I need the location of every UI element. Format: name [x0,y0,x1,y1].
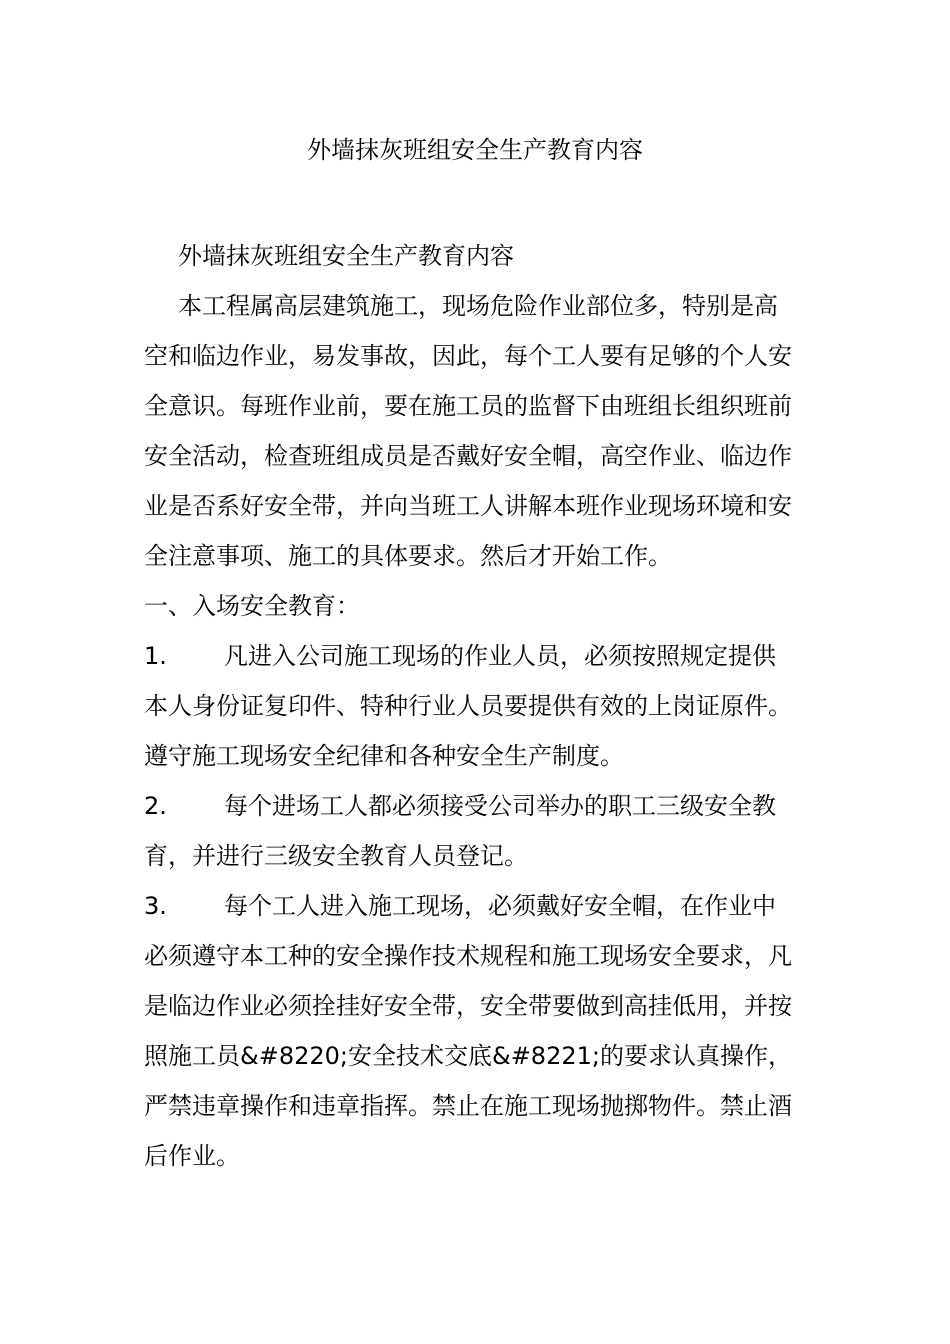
document-body [144,231,794,1181]
list-item-number: 1. [144,642,167,670]
intro-paragraph: 本工程属高层建筑施工，现场危险作业部位多，特别是高空和临边作业，易发事故，因此，每个工人要有足够的个人安全意识。每班作业前，要在施工员的监督下由班组长组织班前安全活动，检查班组成员是否戴好安全帽，高空作业、临边作业是否系好安全带，并向当班工人讲解本班作业现场环境和安全注意事项、施工的具体要求。然后才开始工作。 [144,292,792,570]
list-item-number: 3. [144,892,167,920]
list-item-text: 凡进入公司施工现场的作业人员，必须按照规定提供本人身份证复印件、特种行业人员要提供有效的上岗证原件。遵守施工现场安全纪律和各种安全生产制度。 [144,642,792,770]
list-item [144,781,794,881]
list-item [144,631,794,781]
list-item [144,881,794,1181]
list-item-text: 每个工人进入施工现场，必须戴好安全帽，在作业中必须遵守本工种的安全操作技术规程和施工现场安全要求，凡是临边作业必须拴挂好安全带，安全带要做到高挂低用，并按照施工员&#8220;安全技术交底&#8221;的要求认真操作，严禁违章操作和违章指挥。禁止在施工现场抛掷物件。禁止酒后作业。 [144,892,792,1170]
list-item-text: 每个进场工人都必须接受公司举办的职工三级安全教育，并进行三级安全教育人员登记。 [144,792,776,870]
document-subtitle: 外墙抹灰班组安全生产教育内容 [178,242,514,270]
document-title: 外墙抹灰班组安全生产教育内容 [307,136,643,164]
section-heading: 一、入场安全教育： [144,592,360,620]
list-item-number: 2. [144,792,167,820]
